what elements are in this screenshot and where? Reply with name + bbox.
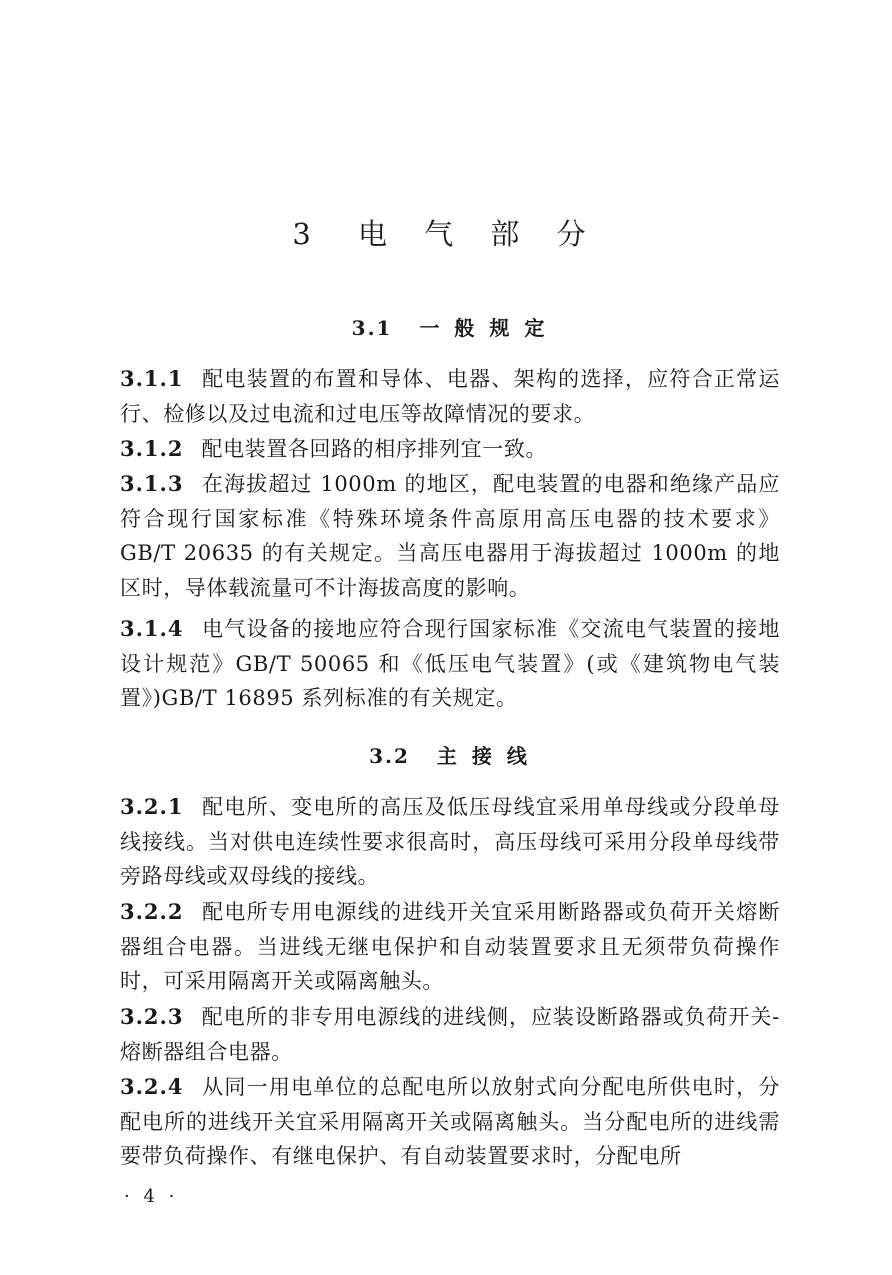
clause-3-2-4: [120, 1070, 780, 1174]
clause-3-2-2: [120, 895, 780, 999]
clause-text: 配电装置各回路的相序排列宜一致。: [201, 437, 548, 461]
clause-text: 配电所专用电源线的进线开关宜采用断路器或负荷开关熔断器组合电器。当进线无继电保护和自动装置要求且无须带负荷操作时，可采用隔离开关或隔离触头。: [120, 900, 780, 993]
section-number: 3.2: [369, 744, 410, 768]
clause-text: 电气设备的接地应符合现行国家标准《交流电气装置的接地设计规范》GB/T 50065 和《低压电气装置》(或《建筑物电气装置》)GB/T 16895 系列标准的有关规定。: [120, 617, 780, 710]
clause-text: 配电装置的布置和导体、电器、架构的选择，应符合正常运行、检修以及过电流和过电压等故障情况的要求。: [120, 367, 780, 426]
clause-number: 3.1.1: [120, 366, 184, 391]
section-number: 3.1: [351, 316, 393, 340]
chapter-number: 3: [292, 217, 325, 251]
clause-3-1-3: [120, 467, 780, 605]
clause-number: 3.1.4: [120, 616, 184, 641]
chapter-title-text: 电 气 部 分: [358, 217, 600, 251]
clause-text: 配电所的非专用电源线的进线侧，应装设断路器或负荷开关-熔断器组合电器。: [120, 1005, 780, 1064]
clause-3-1-1: [120, 362, 780, 431]
clause-3-1-4: [120, 612, 780, 716]
section-title-3-2: [0, 740, 892, 769]
clause-3-1-2: [120, 432, 780, 467]
section-title-3-1: [0, 312, 892, 341]
chapter-title: [0, 212, 892, 253]
clause-number: 3.2.1: [120, 794, 184, 819]
clause-number: 3.2.2: [120, 899, 184, 924]
clause-3-2-1: [120, 790, 780, 894]
clause-text: 在海拔超过 1000m 的地区，配电装置的电器和绝缘产品应符合现行国家标准《特殊环境条件高原用高压电器的技术要求》GB/T 20635 的有关规定。当高压电器用于海拔超过 1000m 的地区时，导体载流量可不计海拔高度的影响。: [120, 472, 780, 600]
section-title-text: 主 接 线: [436, 744, 531, 768]
clause-number: 3.1.3: [120, 471, 184, 496]
page-number: · 4 ·: [124, 1186, 179, 1207]
clause-text: 配电所、变电所的高压及低压母线宜采用单母线或分段单母线接线。当对供电连续性要求很高时，高压母线可采用分段单母线带旁路母线或双母线的接线。: [120, 795, 780, 888]
clause-number: 3.2.3: [120, 1004, 184, 1029]
clause-number: 3.2.4: [120, 1074, 184, 1099]
clause-text: 从同一用电单位的总配电所以放射式向分配电所供电时，分配电所的进线开关宜采用隔离开关或隔离触头。当分配电所的进线需要带负荷操作、有继电保护、有自动装置要求时，分配电所: [120, 1075, 780, 1168]
clause-number: 3.1.2: [120, 436, 184, 461]
clause-3-2-3: [120, 1000, 780, 1069]
section-title-text: 一 般 规 定: [419, 316, 549, 340]
